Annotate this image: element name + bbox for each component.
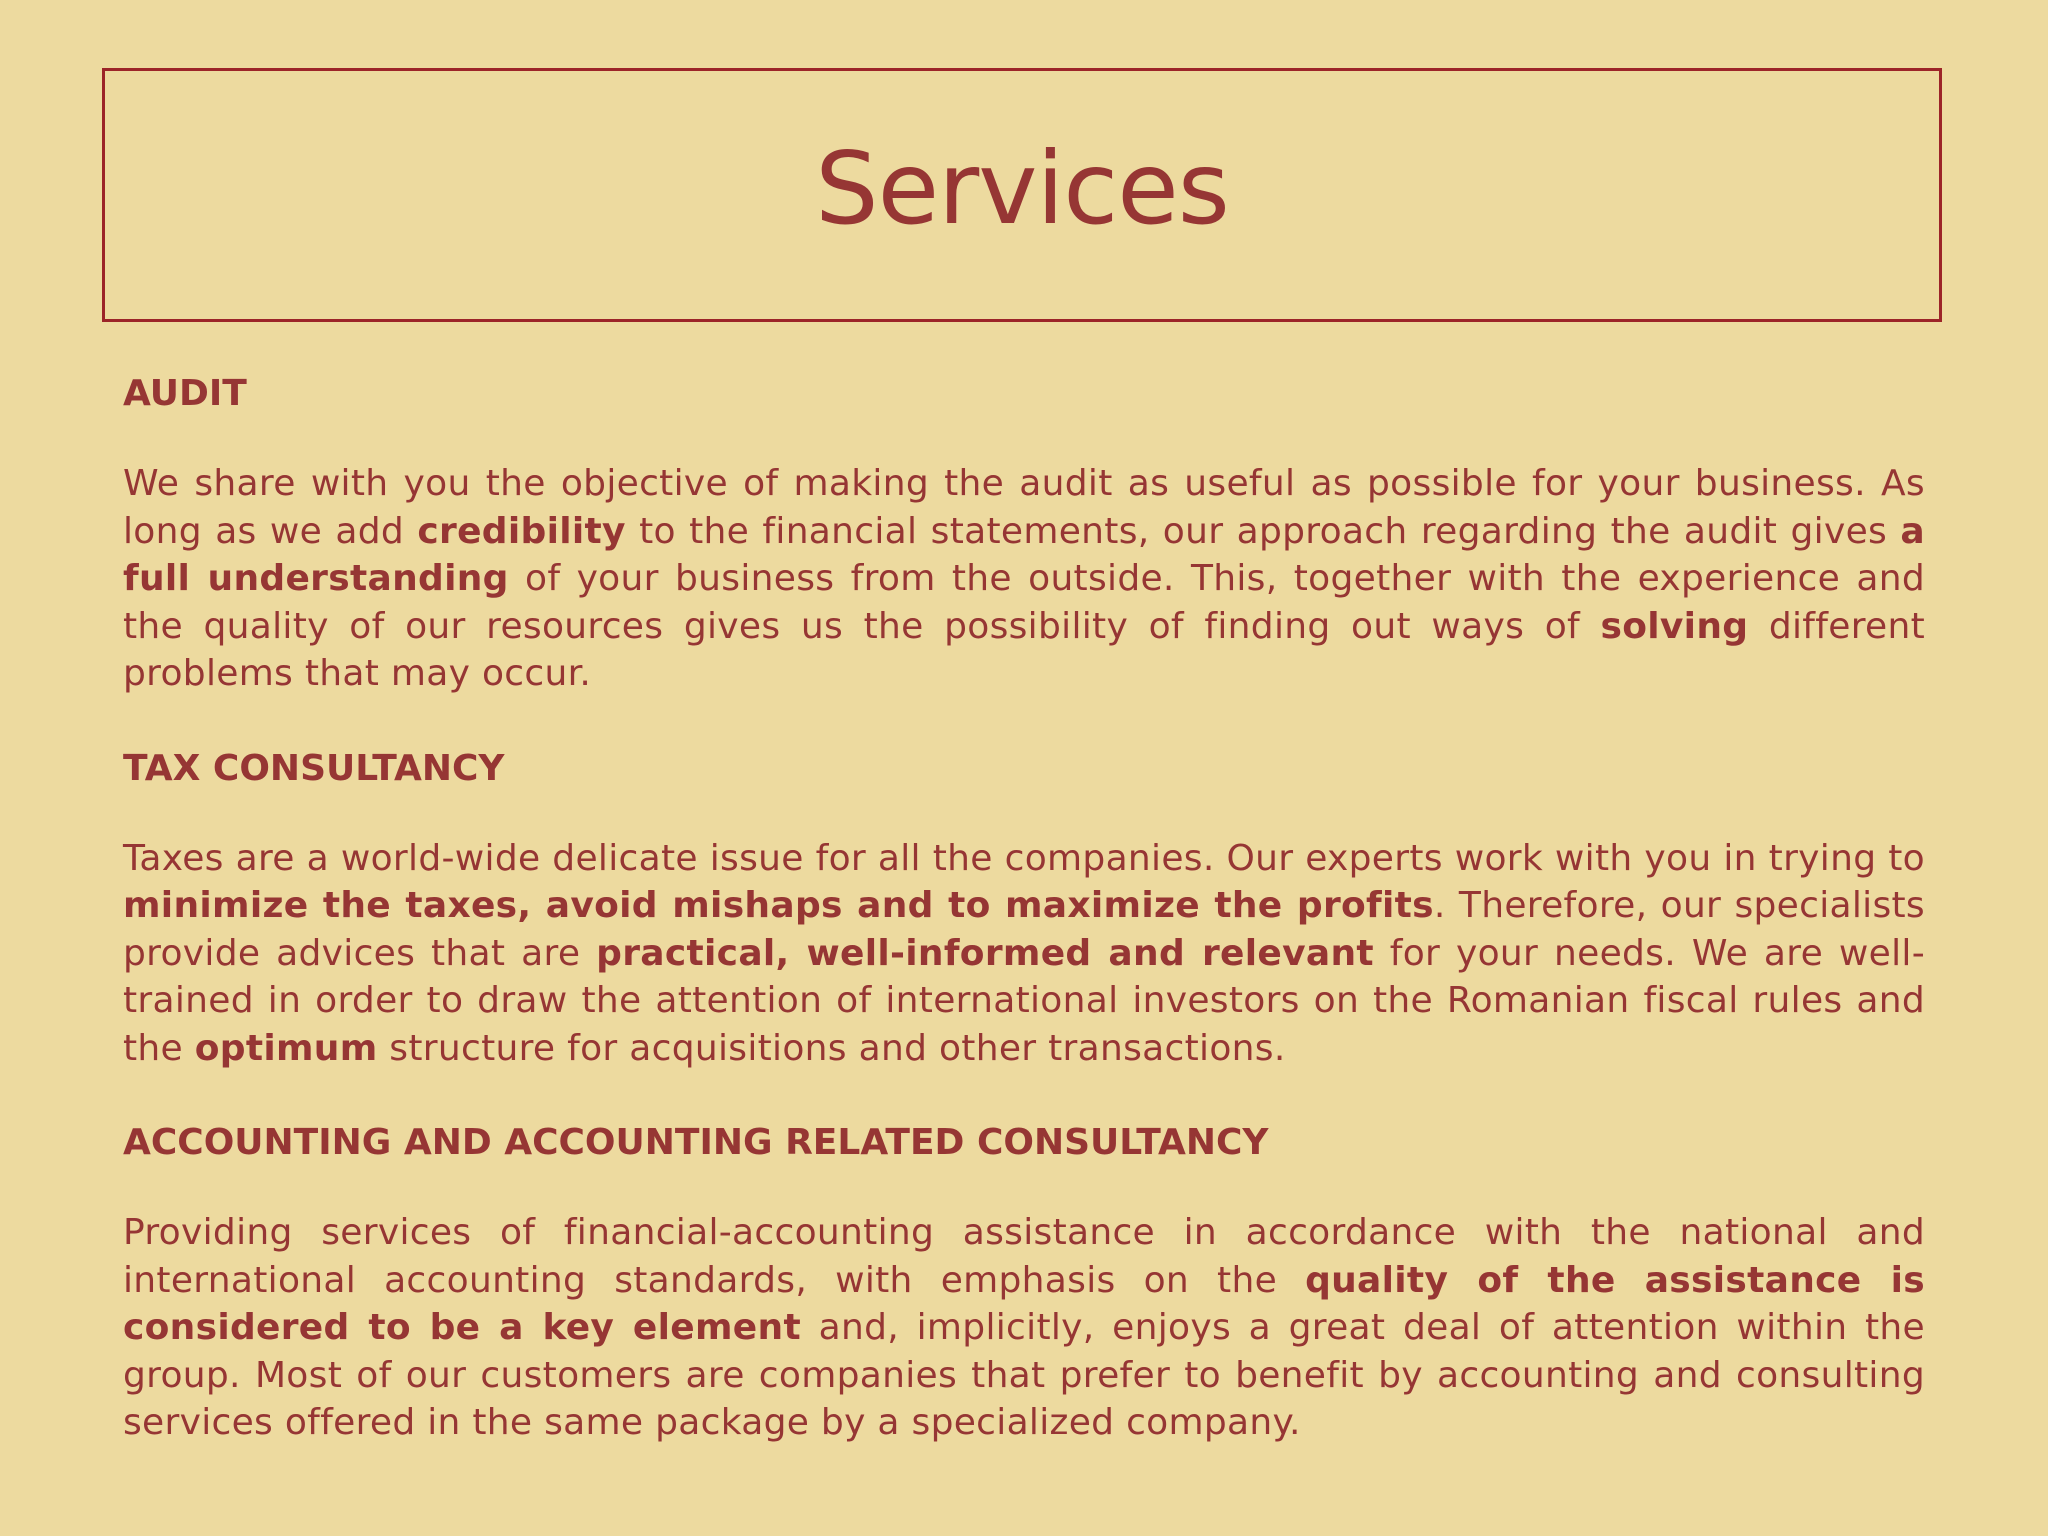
emphasis-text: minimize the taxes, avoid mishaps and to maximize the profits [123, 885, 1434, 926]
emphasis-text: a full understanding [123, 510, 1925, 599]
emphasis-text: credibility [417, 510, 626, 552]
body-text: We share with you the objective of making the audit as useful as possible for your business. As long as we add [123, 463, 1925, 552]
body-text: Taxes are a world-wide delicate issue for all the companies. Our experts work with you in trying to [123, 837, 1925, 879]
emphasis-text: quality of the assistance is considered to be a key element [123, 1259, 1925, 1348]
body-text: for your needs. We are well-trained in order to draw the attention of international investors on the Romanian fiscal rules and the [123, 932, 1925, 1069]
section-paragraph-tax-consultancy [123, 835, 1925, 1073]
body-text: and, implicitly, enjoys a great deal of attention within the group. Most of our customers are companies that prefer to benefit by accounting and consulting services offered in the same package by a specialized company. [123, 1307, 1925, 1443]
title-box [102, 68, 1942, 322]
body-text: . Therefore, our specialists provide advices that are [123, 885, 1925, 974]
slide-title: Services [815, 129, 1229, 247]
section-heading-tax-consultancy: TAX CONSULTANCY [123, 747, 505, 789]
body-text: to the financial statements, our approach regarding the audit gives [625, 510, 1901, 552]
emphasis-text: optimum [194, 1027, 378, 1069]
emphasis-text: solving [1600, 605, 1749, 647]
section-heading-audit: AUDIT [123, 373, 247, 414]
emphasis-text: practical, well-informed and relevant [596, 932, 1374, 974]
section-heading-accounting: ACCOUNTING AND ACCOUNTING RELATED CONSULTANCY [123, 1122, 1269, 1163]
content-body [123, 364, 1925, 1447]
body-text: different problems that may occur. [123, 605, 1925, 694]
section-paragraph-audit [123, 460, 1925, 698]
section-paragraph-accounting [123, 1209, 1925, 1447]
body-text: Providing services of financial-accounting assistance in accordance with the national and international accounting standards, with emphasis on the [123, 1212, 1925, 1301]
body-text: structure for acquisitions and other transactions. [377, 1027, 1286, 1069]
body-text: of your business from the outside. This, together with the experience and the quality of our resources gives us the possibility of finding out ways of [123, 558, 1926, 647]
